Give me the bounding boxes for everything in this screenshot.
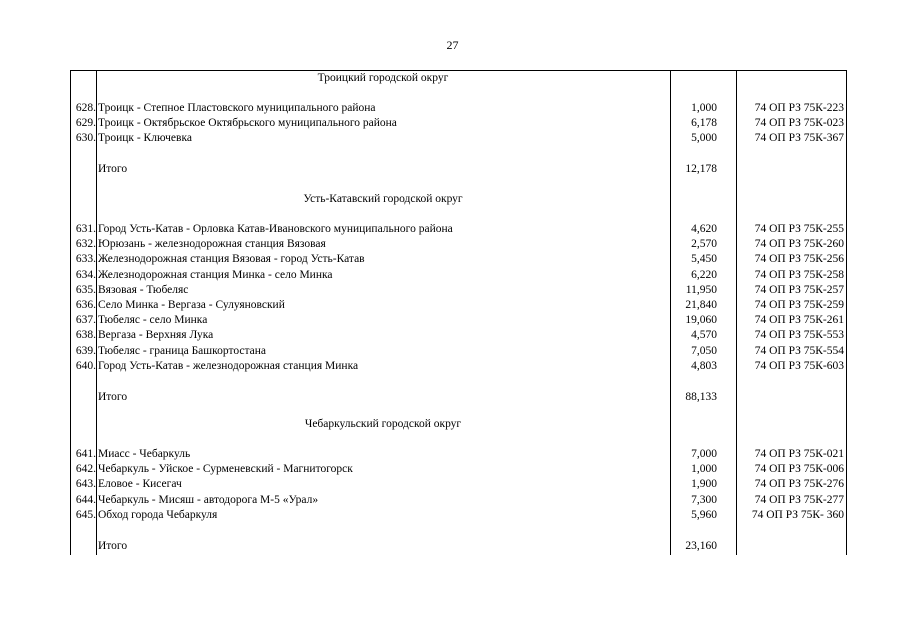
road-name: Тюбеляс - граница Башкортостана [98,344,267,357]
section-title: Чебаркульский городской округ [304,418,462,430]
road-name: Железнодорожная станция Минка - село Минка [98,268,333,281]
row-number: 643. [75,478,96,491]
road-length: 5,960 [691,508,717,521]
row-number: 637. [75,314,96,327]
road-code: 74 ОП РЗ 75К-276 [754,478,844,491]
road-code: 74 ОП РЗ 75К-553 [754,329,844,342]
road-length: 11,950 [685,283,717,296]
road-length: 4,620 [691,223,717,235]
total-length: 23,160 [685,539,717,552]
road-length: 6,220 [691,268,717,281]
row-number: 630. [75,132,96,145]
total-label: Итого [98,163,128,176]
total-length: 12,178 [685,163,717,176]
total-length: 88,133 [685,390,717,403]
row-number: 640. [75,359,96,372]
table-right-border [846,70,847,555]
row-number: 638. [75,329,96,342]
road-code: 74 ОП РЗ 75К-257 [754,283,844,296]
road-length: 7,000 [691,448,717,460]
road-length: 5,000 [691,132,717,145]
road-length: 6,178 [691,117,717,130]
road-code: 74 ОП РЗ 75К- 360 [751,508,844,521]
row-number: 636. [75,299,96,311]
column-divider-number [96,70,97,555]
road-name: Железнодорожная станция Вязовая - город Усть-Катав [98,253,365,266]
road-length: 2,570 [691,238,717,251]
road-code: 74 ОП РЗ 75К-255 [754,223,844,235]
road-name: Тюбеляс - село Минка [98,314,208,327]
road-length: 7,300 [691,493,717,506]
road-length: 4,570 [691,329,717,342]
road-code: 74 ОП РЗ 75К-603 [754,359,844,372]
total-label: Итого [98,390,128,403]
road-name: Чебаркуль - Уйское - Сурменевский - Магнитогорск [98,463,353,476]
road-code: 74 ОП РЗ 75К-023 [754,117,844,130]
road-length: 5,450 [691,253,717,266]
row-number: 642. [75,463,96,476]
road-length: 7,050 [691,344,717,357]
road-name: Чебаркуль - Мисяш - автодорога М-5 «Урал» [98,493,319,506]
road-code: 74 ОП РЗ 75К-223 [754,102,844,114]
row-number: 645. [75,508,96,521]
road-length: 1,000 [691,102,717,114]
total-label: Итого [98,539,128,552]
row-number: 632. [75,238,96,251]
row-number: 628. [75,102,96,114]
road-name: Еловое - Кисегач [98,478,182,491]
road-length: 4,803 [691,359,717,372]
road-name: Обход города Чебаркуля [98,508,218,521]
road-code: 74 ОП РЗ 75К-554 [754,344,844,357]
road-length: 21,840 [685,299,717,311]
road-name: Троицк - Степное Пластовского муниципального района [98,102,376,114]
page-number: 27 [446,38,459,52]
road-name: Миасс - Чебаркуль [98,448,191,460]
row-number: 644. [75,493,96,506]
row-number: 635. [75,283,96,296]
row-number: 633. [75,253,96,266]
road-name: Город Усть-Катав - железнодорожная станция Минка [98,359,359,372]
section-title: Усть-Катавский городской округ [303,193,463,205]
row-number: 639. [75,344,96,357]
road-name: Троицк - Ключевка [98,132,192,145]
road-code: 74 ОП РЗ 75К-006 [754,463,844,476]
road-length: 19,060 [685,314,717,327]
road-name: Троицк - Октябрьское Октябрьского муниципального района [98,117,397,130]
row-number: 629. [75,117,96,130]
road-name: Вергаза - Верхняя Лука [98,329,214,342]
road-length: 1,900 [691,478,717,491]
column-divider-length [736,70,737,555]
section-title: Троицкий городской округ [317,72,449,84]
road-name: Село Минка - Вергаза - Сулуяновский [98,299,285,311]
road-code: 74 ОП РЗ 75К-260 [754,238,844,251]
road-name: Город Усть-Катав - Орловка Катав-Ивановского муниципального района [98,223,453,235]
road-code: 74 ОП РЗ 75К-277 [754,493,844,506]
row-number: 631. [75,223,96,235]
road-name: Вязовая - Тюбеляс [98,283,189,296]
road-code: 74 ОП РЗ 75К-256 [754,253,844,266]
road-name: Юрюзань - железнодорожная станция Вязовая [98,238,326,251]
road-length: 1,000 [691,463,717,476]
road-code: 74 ОП РЗ 75К-021 [754,448,844,460]
road-code: 74 ОП РЗ 75К-367 [754,132,844,145]
road-code: 74 ОП РЗ 75К-261 [754,314,844,327]
road-code: 74 ОП РЗ 75К-259 [754,299,844,311]
roads-table [70,70,847,555]
road-code: 74 ОП РЗ 75К-258 [754,268,844,281]
row-number: 641. [75,448,96,460]
row-number: 634. [75,268,96,281]
